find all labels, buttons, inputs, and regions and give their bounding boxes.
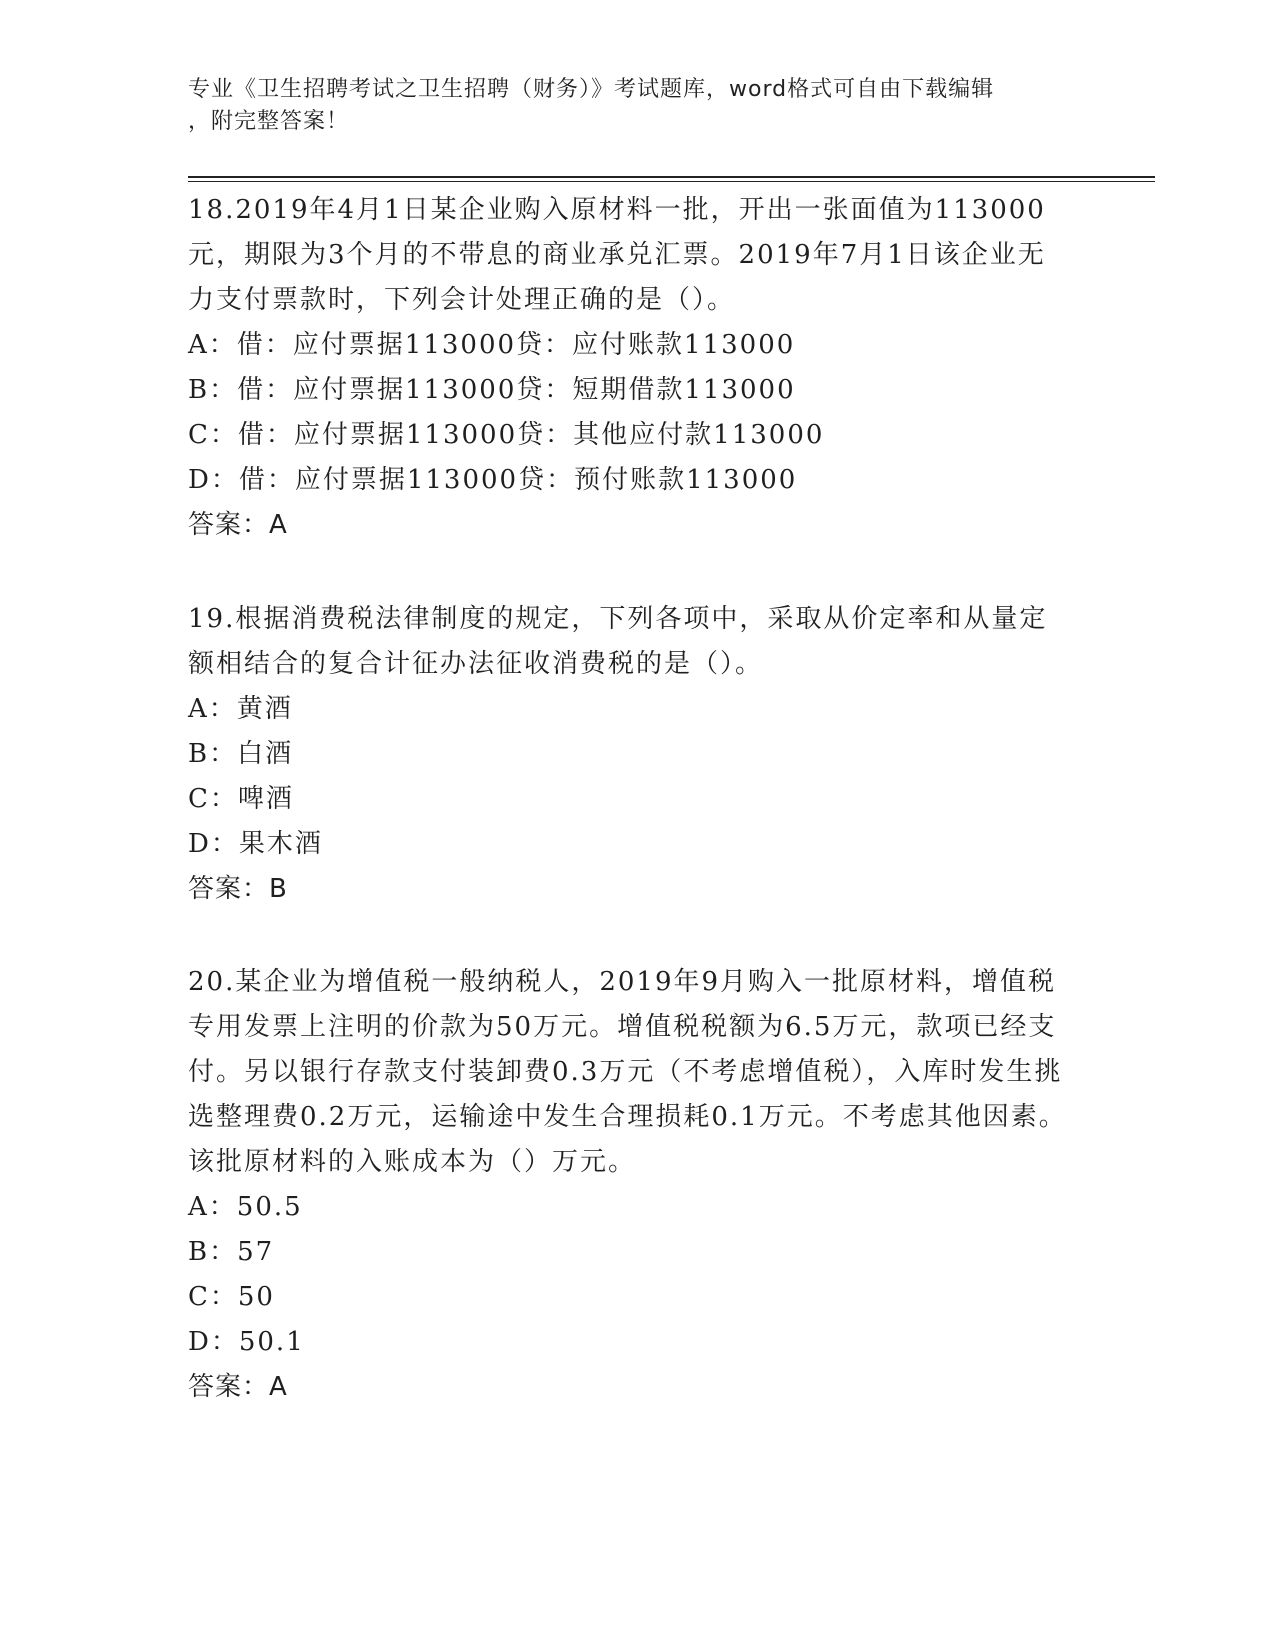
option-b: B：借：应付票据113000贷：短期借款113000	[188, 375, 796, 405]
header-line-1: 专业《卫生招聘考试之卫生招聘（财务）》考试题库，word格式可自由下载编辑	[188, 77, 995, 102]
option-c: C：50	[188, 1282, 275, 1312]
answer-line: 答案：A	[188, 1372, 288, 1402]
option-a: A：借：应付票据113000贷：应付账款113000	[188, 330, 796, 360]
option-b: B：57	[188, 1237, 275, 1267]
option-c: C：借：应付票据113000贷：其他应付款113000	[188, 420, 825, 450]
question-stem: 19.根据消费税法律制度的规定，下列各项中，采取从价定率和从量定额相结合的复合计征办法征收消费税的是（）。	[188, 604, 1048, 679]
document-header	[188, 74, 1068, 138]
header-divider-thin	[188, 181, 1155, 182]
option-c: C：啤酒	[188, 784, 294, 814]
question-20	[188, 960, 1068, 1410]
option-b: B：白酒	[188, 739, 294, 769]
header-divider-thick	[188, 176, 1155, 178]
header-line-2: ，附完整答案！	[188, 109, 350, 134]
question-stem: 18.2019年4月1日某企业购入原材料一批，开出一张面值为113000元，期限为3个月的不带息的商业承兑汇票。2019年7月1日该企业无力支付票款时，下列会计处理正确的是（）。	[188, 195, 1046, 315]
option-d: D：果木酒	[188, 829, 323, 859]
question-18	[188, 188, 1068, 548]
option-d: D：50.1	[188, 1327, 305, 1357]
question-stem: 20.某企业为增值税一般纳税人，2019年9月购入一批原材料，增值税专用发票上注明的价款为50万元。增值税税额为6.5万元，款项已经支付。另以银行存款支付装卸费0.3万元（不考虑增值税），入库时发生挑选整理费0.2万元，运输途中发生合理损耗0.1万元。不考虑其他因素。该批原材料的入账成本为（）万元。	[188, 967, 1067, 1177]
answer-line: 答案：B	[188, 874, 288, 904]
question-19	[188, 597, 1068, 912]
option-d: D：借：应付票据113000贷：预付账款113000	[188, 465, 798, 495]
option-a: A：50.5	[188, 1192, 303, 1222]
option-a: A：黄酒	[188, 694, 293, 724]
answer-line: 答案：A	[188, 510, 288, 540]
